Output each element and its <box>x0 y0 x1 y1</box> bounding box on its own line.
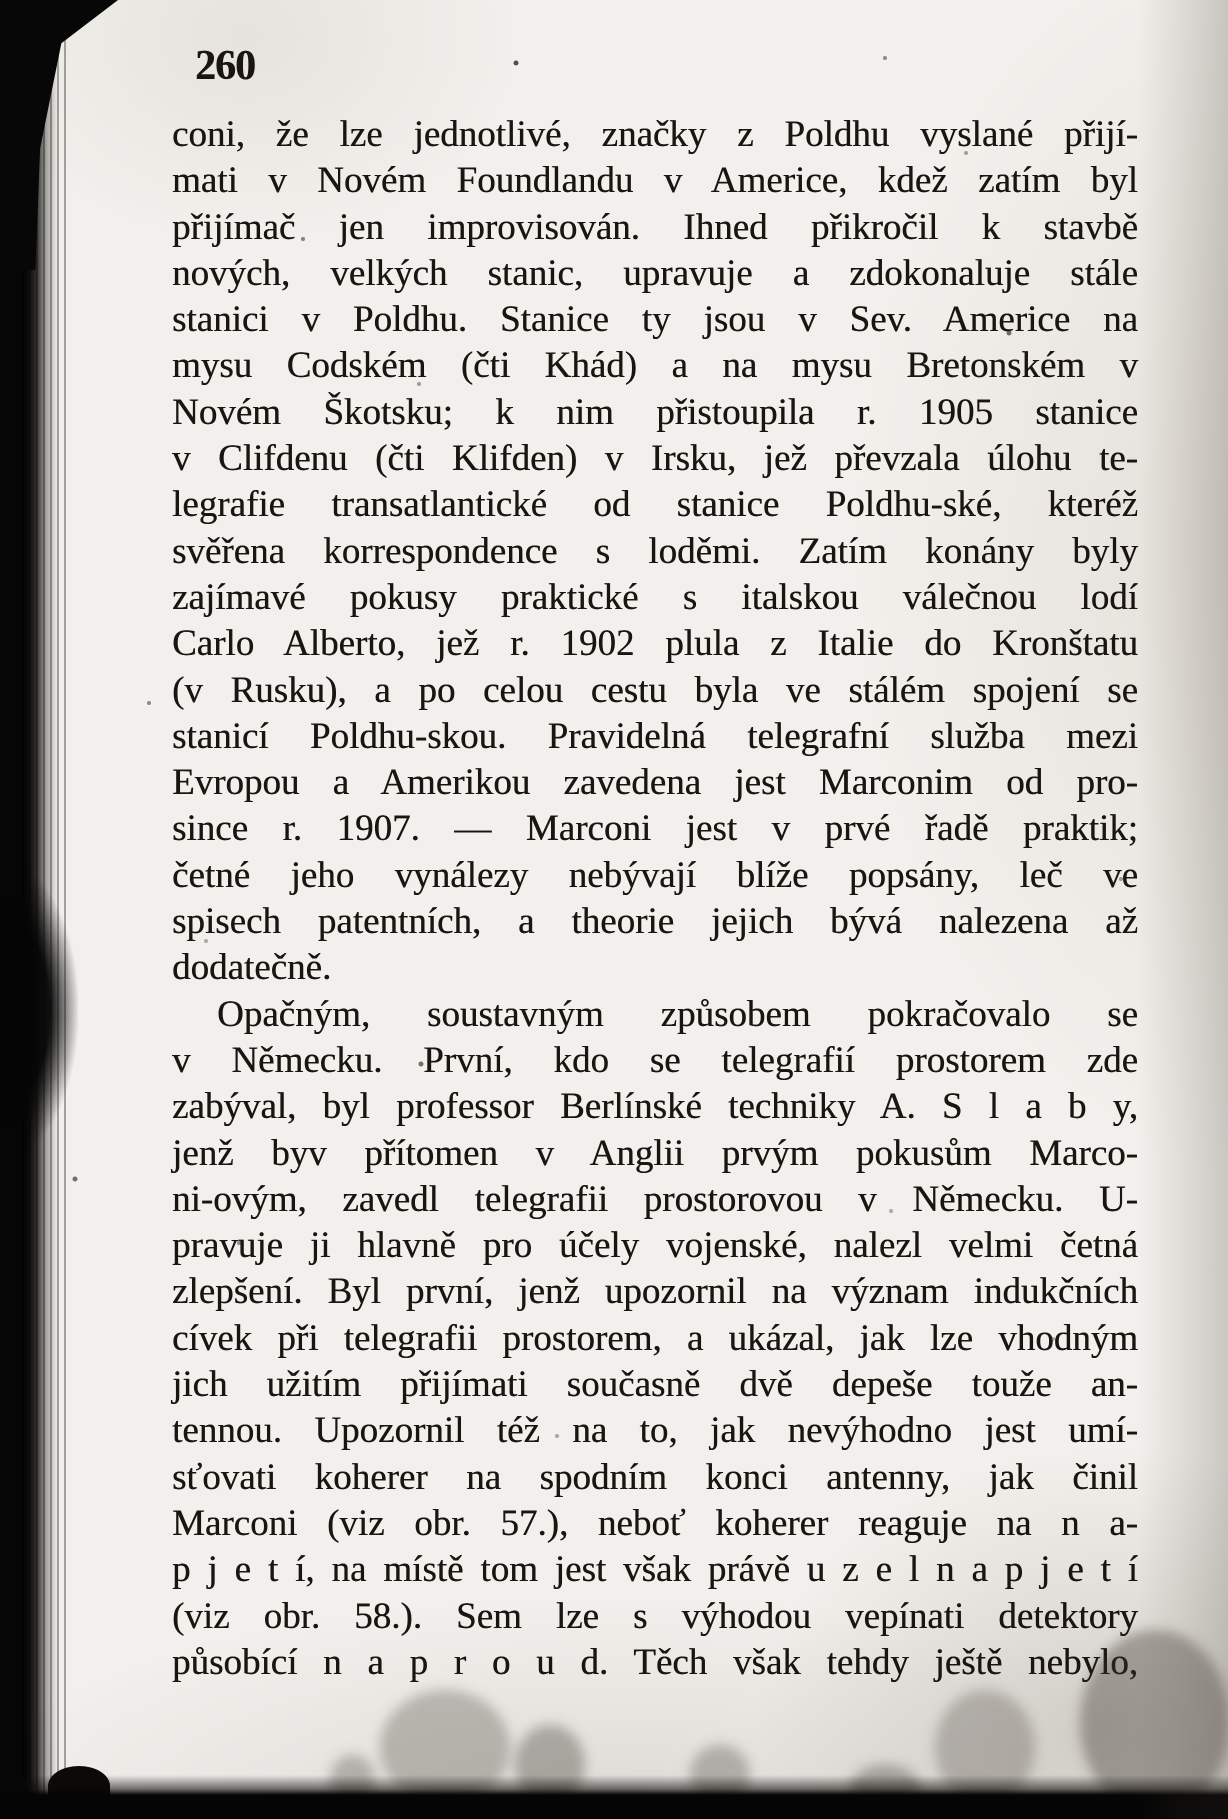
text-line: coni, že lze jednotlivé, značky z Poldhu vyslané přijí- <box>172 114 1138 155</box>
text-line: sťovati koherer na spodním konci antenny, jak činil <box>172 1456 1138 1498</box>
bottom-scan-band <box>0 1773 1228 1819</box>
text-line: zabýval, byl professor Berlínské techniky A. S l a b y, <box>172 1086 1138 1128</box>
text-line: četné jeho vynálezy nebývají blíže popsány, leč ve <box>172 854 1138 896</box>
text-line: zlepšení. Byl první, jenž upozornil na význam indukčních <box>172 1271 1138 1313</box>
text-line: stanici v Poldhu. Stanice ty jsou v Sev. Americe na <box>172 299 1138 341</box>
text-block <box>172 112 1138 1686</box>
dust-specks <box>0 0 2 2</box>
text-line: tennou. Upozornil též na to, jak nevýhodno jest umí- <box>172 1410 1138 1452</box>
paragraph <box>172 112 1138 992</box>
text-line: (viz obr. 58.). Sem lze s výhodou vepínati detektory <box>172 1595 1138 1637</box>
text-line: v Německu. První, kdo se telegrafií prostorem zde <box>172 1039 1138 1081</box>
text-line: jenž byv přítomen v Anglii prvým pokusům Marco- <box>172 1132 1138 1174</box>
text-line: nových, velkých stanic, upravuje a zdokonaluje stále <box>172 252 1138 294</box>
text-line: p j e t í, na místě tom jest však právě u z e l n a p j e t í <box>172 1549 1138 1591</box>
text-line: zajímavé pokusy praktické s italskou válečnou lodí <box>172 576 1138 618</box>
right-edge-shadow <box>1138 0 1228 1819</box>
text-line: Marconi (viz obr. 57.), neboť koherer reaguje na n a- <box>172 1502 1138 1544</box>
text-line: stanicí Poldhu-skou. Pravidelná telegrafní služba mezi <box>172 715 1138 757</box>
text-line: Carlo Alberto, jež r. 1902 plula z Italie do Kronštatu <box>172 623 1138 665</box>
text-line: cívek při telegrafii prostorem, a ukázal, jak lze vhodným <box>172 1317 1138 1359</box>
text-line: legrafie transatlantické od stanice Poldhu-ské, kteréž <box>172 484 1138 526</box>
text-line: since r. 1907. — Marconi jest v prvé řadě praktik; <box>172 808 1138 850</box>
text-line: pravuje ji hlavně pro účely vojenské, nalezl velmi četná <box>172 1225 1138 1267</box>
text-line: Novém Škotsku; k nim přistoupila r. 1905 stanice <box>172 391 1138 433</box>
text-line: Evropou a Amerikou zavedena jest Marconim od pro- <box>172 762 1138 804</box>
text-line: působící n a p r o u d. Těch však tehdy ještě nebylo, <box>172 1641 1138 1683</box>
text-line: dodatečně. <box>172 947 332 989</box>
paragraph <box>172 992 1138 1686</box>
text-line: mysu Codském (čti Khád) a na mysu Bretonském v <box>172 345 1138 387</box>
text-line: přijímač jen improvisován. Ihned přikročil k stavbě <box>172 206 1138 248</box>
text-line: v Clifdenu (čti Klifden) v Irsku, jež převzala úlohu te- <box>172 438 1138 480</box>
text-line: ni-ovým, zavedl telegrafii prostorovou v Německu. U- <box>172 1178 1138 1220</box>
text-line: svěřena korrespondence s loděmi. Zatím konány byly <box>172 530 1138 572</box>
page-number: 260 <box>195 43 255 89</box>
text-line: (v Rusku), a po celou cestu byla ve stálém spojení se <box>172 669 1138 711</box>
text-line: jich užitím přijímati současně dvě depeše touže an- <box>172 1364 1138 1406</box>
text-line: spisech patentních, a theorie jejich bývá nalezena až <box>172 901 1138 943</box>
text-line: Opačným, soustavným způsobem pokračovalo se <box>217 993 1138 1035</box>
text-line: mati v Novém Foundlandu v Americe, kdež zatím byl <box>172 160 1138 202</box>
binding-blot-middle <box>0 860 78 1160</box>
